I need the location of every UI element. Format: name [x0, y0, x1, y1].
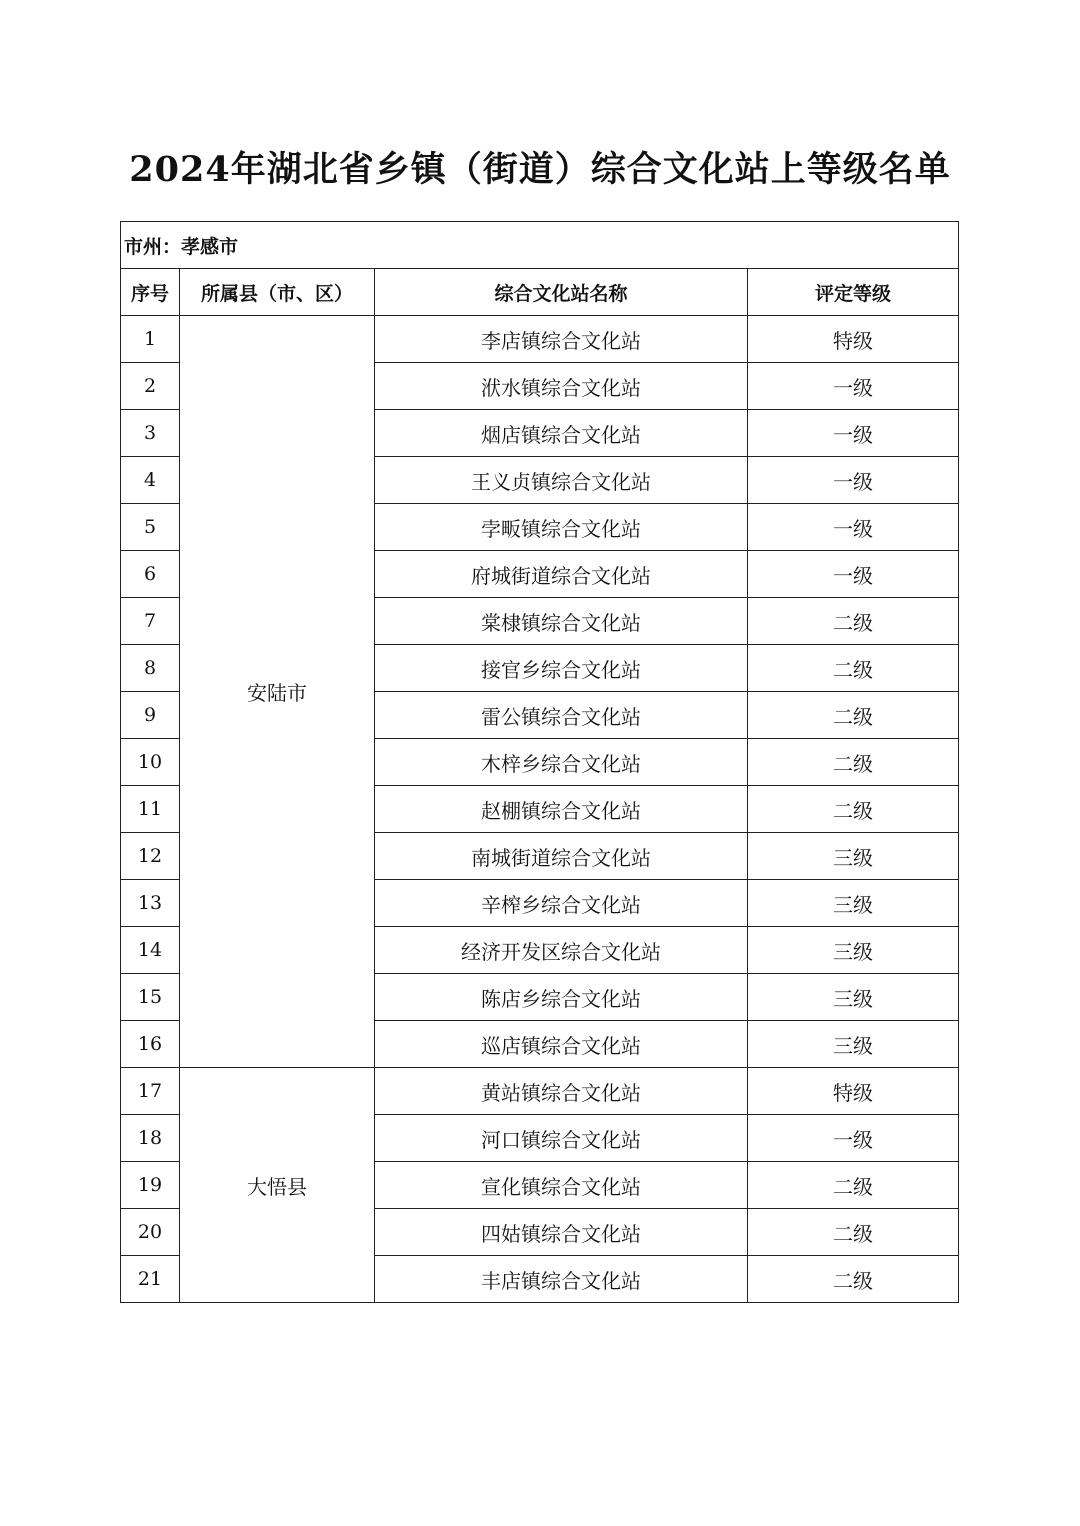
station-grade: 二级: [748, 598, 959, 645]
station-grade: 一级: [748, 504, 959, 551]
document-title: 2024年湖北省乡镇（街道）综合文化站上等级名单: [129, 149, 951, 190]
station-name: 四姑镇综合文化站: [375, 1209, 748, 1256]
station-grade: 二级: [748, 692, 959, 739]
station-name: 宣化镇综合文化站: [375, 1162, 748, 1209]
county-cell: 安陆市: [180, 316, 375, 1068]
station-name: 烟店镇综合文化站: [375, 410, 748, 457]
station-grade: 三级: [748, 1021, 959, 1068]
row-index: 14: [121, 927, 180, 974]
station-name: 木梓乡综合文化站: [375, 739, 748, 786]
row-index: 20: [121, 1209, 180, 1256]
station-grade: 特级: [748, 316, 959, 363]
station-table: [120, 221, 959, 1303]
station-name: 陈店乡综合文化站: [375, 974, 748, 1021]
station-name: 棠棣镇综合文化站: [375, 598, 748, 645]
station-grade: 三级: [748, 927, 959, 974]
row-index: 10: [121, 739, 180, 786]
station-grade: 一级: [748, 457, 959, 504]
station-grade: 一级: [748, 410, 959, 457]
station-grade: 三级: [748, 880, 959, 927]
station-name: 巡店镇综合文化站: [375, 1021, 748, 1068]
station-name: 洑水镇综合文化站: [375, 363, 748, 410]
table-row: [121, 1068, 959, 1115]
station-grade: 二级: [748, 739, 959, 786]
station-name: 府城街道综合文化站: [375, 551, 748, 598]
station-name: 孛畈镇综合文化站: [375, 504, 748, 551]
city-label: 市州：孝感市: [121, 222, 959, 269]
row-index: 11: [121, 786, 180, 833]
row-index: 7: [121, 598, 180, 645]
header-index: 序号: [121, 269, 180, 316]
row-index: 4: [121, 457, 180, 504]
row-index: 19: [121, 1162, 180, 1209]
city-row: [121, 222, 959, 269]
station-name: 赵棚镇综合文化站: [375, 786, 748, 833]
station-grade: 三级: [748, 974, 959, 1021]
county-cell: 大悟县: [180, 1068, 375, 1303]
row-index: 9: [121, 692, 180, 739]
row-index: 5: [121, 504, 180, 551]
row-index: 6: [121, 551, 180, 598]
row-index: 15: [121, 974, 180, 1021]
table-row: [121, 316, 959, 363]
station-name: 接官乡综合文化站: [375, 645, 748, 692]
row-index: 17: [121, 1068, 180, 1115]
station-name: 黄站镇综合文化站: [375, 1068, 748, 1115]
station-name: 南城街道综合文化站: [375, 833, 748, 880]
station-grade: 三级: [748, 833, 959, 880]
row-index: 2: [121, 363, 180, 410]
row-index: 3: [121, 410, 180, 457]
station-name: 雷公镇综合文化站: [375, 692, 748, 739]
station-name: 经济开发区综合文化站: [375, 927, 748, 974]
station-grade: 二级: [748, 1162, 959, 1209]
row-index: 13: [121, 880, 180, 927]
header-station: 综合文化站名称: [375, 269, 748, 316]
station-name: 李店镇综合文化站: [375, 316, 748, 363]
station-name: 河口镇综合文化站: [375, 1115, 748, 1162]
row-index: 1: [121, 316, 180, 363]
station-grade: 二级: [748, 645, 959, 692]
station-grade: 一级: [748, 1115, 959, 1162]
station-grade: 二级: [748, 1256, 959, 1303]
station-grade: 一级: [748, 551, 959, 598]
header-county: 所属县（市、区）: [180, 269, 375, 316]
row-index: 12: [121, 833, 180, 880]
station-grade: 一级: [748, 363, 959, 410]
station-table-body: [121, 222, 959, 1303]
station-grade: 二级: [748, 1209, 959, 1256]
station-name: 辛榨乡综合文化站: [375, 880, 748, 927]
row-index: 21: [121, 1256, 180, 1303]
station-grade: 二级: [748, 786, 959, 833]
row-index: 16: [121, 1021, 180, 1068]
row-index: 18: [121, 1115, 180, 1162]
table-header-row: [121, 269, 959, 316]
station-name: 丰店镇综合文化站: [375, 1256, 748, 1303]
station-grade: 特级: [748, 1068, 959, 1115]
station-name: 王义贞镇综合文化站: [375, 457, 748, 504]
header-grade: 评定等级: [748, 269, 959, 316]
row-index: 8: [121, 645, 180, 692]
